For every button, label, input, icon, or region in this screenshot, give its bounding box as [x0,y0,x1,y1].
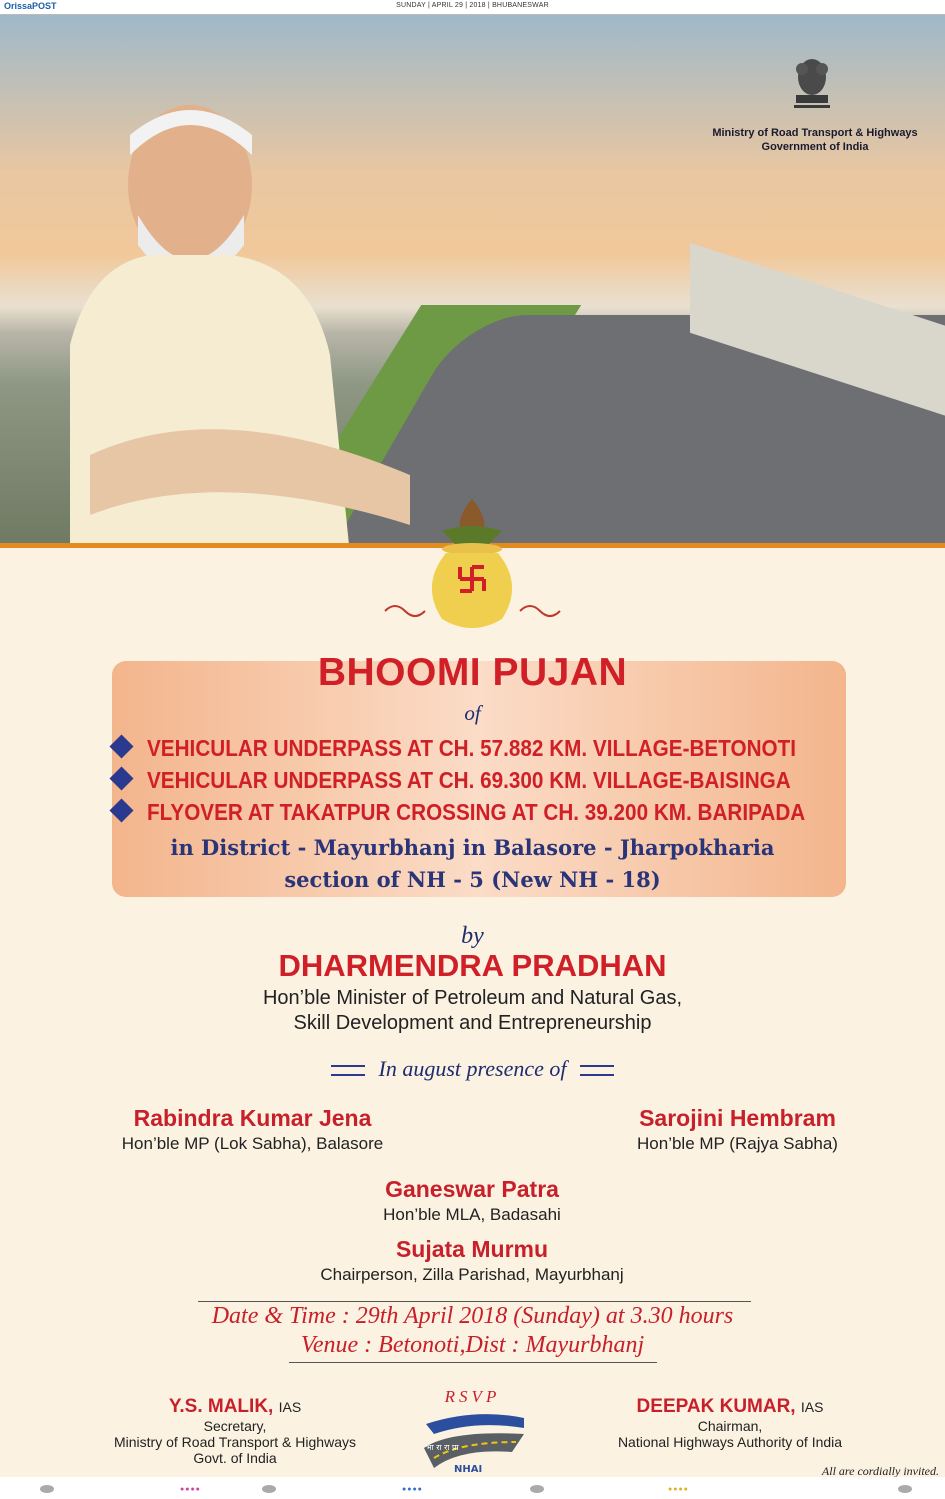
date-time: Date & Time : 29th April 2018 (Sunday) at 3.30 hours [211,1303,734,1329]
registration-mark-icon [40,1485,54,1493]
registration-mark-icon [530,1485,544,1493]
dateline: SUNDAY | APRIL 29 | 2018 | BHUBANESWAR [396,2,549,9]
minister-role: Hon’ble Minister of Petroleum and Natural Gas, [262,987,683,1009]
guest-name: Ganeswar Patra [385,1176,559,1202]
double-rule-icon [331,1065,365,1076]
guest-role: Chairperson, Zilla Parishad, Mayurbhanj [320,1265,624,1284]
signatory-right [590,1396,870,1450]
government-name: Government of India [761,141,869,153]
guest-role: Hon’ble MLA, Badasahi [383,1205,561,1224]
guest [272,1236,672,1285]
cordial-invite: All are cordially invited. [821,1464,939,1477]
guest-name: Rabindra Kumar Jena [133,1105,372,1131]
venue: Venue : Betonoti,Dist : Mayurbhanj [300,1332,645,1358]
by-label: by [461,923,484,949]
guest [95,1105,410,1154]
newspaper-brand: OrissaPOST [4,1,57,11]
registration-mark-icon [898,1485,912,1493]
national-emblem-icon [788,53,836,117]
section-line: section of NH - 5 (New NH - 18) [284,867,661,892]
diamond-bullet-icon [109,734,133,758]
event-title: BHOOMI PUJAN [317,651,628,694]
hero-image [0,15,945,545]
ministry-name: Ministry of Road Transport & Highways [712,127,918,139]
minister-role: Skill Development and Entrepreneurship [293,1012,652,1034]
registration-mark-icon [262,1485,276,1493]
color-dots-icon: ●●●● [180,1486,201,1493]
project-item: FLYOVER AT TAKATPUR CROSSING AT CH. 39.200 KM. BARIPADA [113,799,878,826]
guest-role: Hon’ble MP (Rajya Sabha) [637,1134,838,1153]
guest-role: Hon’ble MP (Lok Sabha), Balasore [121,1134,384,1153]
color-dots-icon: ●●●● [402,1486,423,1493]
nhai-logo-icon [420,1408,530,1477]
signatory-left [90,1396,380,1466]
kalash-icon [380,495,565,635]
divider [289,1362,657,1363]
nhai-text: NHAI [454,1464,483,1475]
signatory-name: DEEPAK KUMAR, [636,1396,796,1417]
guest-name: Sarojini Hembram [639,1105,836,1131]
signatory-org: Govt. of India [193,1450,277,1466]
guest-name: Sujata Murmu [395,1236,549,1262]
signatory-org: Ministry of Road Transport & Highways [114,1434,356,1450]
guest [272,1176,672,1225]
advertisement [0,14,945,1477]
signatory-suffix: IAS [278,1399,302,1415]
color-dots-icon: ●●●● [668,1486,689,1493]
rsvp-label: RSVP [444,1387,501,1406]
masthead [0,0,945,14]
signatory-title: Chairman, [697,1418,763,1434]
of-label: of [464,701,481,725]
nhai-hindi: भा रा रा प्रा [426,1443,459,1452]
guest [590,1105,885,1154]
double-rule-icon [580,1065,614,1076]
diamond-bullet-icon [109,798,133,822]
ministry-block [690,126,940,154]
project-item: VEHICULAR UNDERPASS AT CH. 69.300 KM. VILLAGE-BAISINGA [113,767,862,794]
signatory-org: National Highways Authority of India [617,1434,843,1450]
signatory-title: Secretary, [203,1418,267,1434]
minister-name: DHARMENDRA PRADHAN [278,948,667,983]
presence-heading: In august presence of [0,1056,945,1082]
district-line: in District - Mayurbhanj in Balasore - Jharpokharia [170,835,775,860]
divider [198,1301,751,1302]
print-registration-strip [0,1477,945,1499]
signatory-name: Y.S. MALIK, [168,1396,274,1417]
diamond-bullet-icon [109,766,133,790]
signatory-suffix: IAS [800,1399,824,1415]
person-portrait [30,95,410,545]
project-item: VEHICULAR UNDERPASS AT CH. 57.882 KM. VILLAGE-BETONOTI [113,735,868,762]
